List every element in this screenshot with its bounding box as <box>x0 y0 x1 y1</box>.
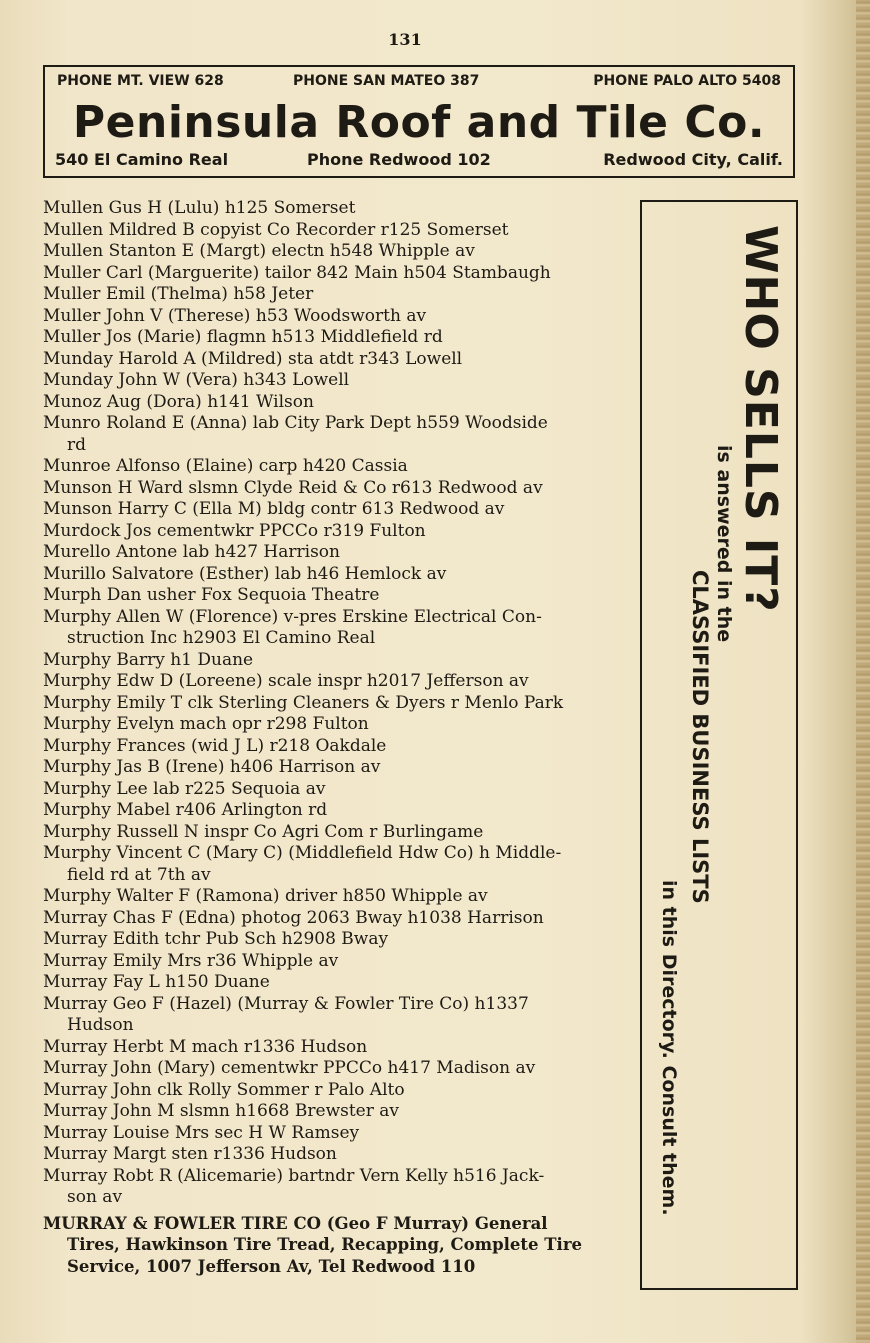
directory-entry <box>43 542 628 564</box>
directory-entry <box>43 392 628 414</box>
directory-entry <box>43 306 628 328</box>
entry-text: Muller Carl (Marguerite) tailor 842 Main h504 Stambaugh <box>43 262 551 283</box>
ad-phone-san-mateo: PHONE SAN MATEO 387 <box>293 73 480 89</box>
business-listing-murray-fowler <box>43 1213 628 1278</box>
entry-text: Murray Robt R (Alicemarie) bartndr Vern Kelly h516 Jack- <box>43 1165 545 1186</box>
promo-headline: WHO SELLS IT? <box>735 225 786 613</box>
entry-text: Murray Herbt M mach r1336 Hudson <box>43 1036 368 1057</box>
directory-entry <box>43 349 628 371</box>
directory-entry <box>43 456 628 478</box>
directory-entry <box>43 478 628 500</box>
directory-entry <box>43 1058 628 1080</box>
entry-continuation: struction Inc h2903 El Camino Real <box>67 628 376 648</box>
ad-contact-row <box>53 150 785 170</box>
entry-continuation: field rd at 7th av <box>67 864 211 885</box>
entry-text: Murray Chas F (Edna) photog 2063 Bway h1038 Harrison <box>43 907 544 928</box>
entry-text: Murray Louise Mrs sec H W Ramsey <box>43 1122 360 1143</box>
entry-text: Munoz Aug (Dora) h141 Wilson <box>43 391 314 412</box>
entry-text: Murphy Barry h1 Duane <box>43 649 254 670</box>
entry-text: Munson Harry C (Ella M) bldg contr 613 Redwood av <box>43 499 505 519</box>
directory-entry <box>43 843 628 886</box>
entry-text: Murray Edith tchr Pub Sch h2908 Bway <box>43 929 389 949</box>
directory-entry <box>43 241 628 263</box>
directory-entry <box>43 886 628 908</box>
entry-text: Muller Jos (Marie) flagmn h513 Middlefield rd <box>43 327 443 347</box>
directory-entry <box>43 693 628 715</box>
directory-entry <box>43 521 628 543</box>
ad-phone-mt-view: PHONE MT. VIEW 628 <box>57 73 224 89</box>
entry-text: Munday John W (Vera) h343 Lowell <box>43 370 350 390</box>
directory-entry <box>43 1080 628 1102</box>
entry-text: Murphy Mabel r406 Arlington rd <box>43 800 328 820</box>
entry-continuation: Tires, Hawkinson Tire Tread, Recapping, Complete Tire <box>67 1235 583 1254</box>
entry-text: Murphy Vincent C (Mary C) (Middlefield Hdw Co) h Middle- <box>43 843 562 863</box>
entry-text: Murray John (Mary) cementwkr PPCCo h417 Madison av <box>43 1058 536 1078</box>
entry-text: Murphy Emily T clk Sterling Cleaners & Dyers r Menlo Park <box>43 692 564 713</box>
entry-text: Murray Margt sten r1336 Hudson <box>43 1144 337 1164</box>
entry-text: Murray John clk Rolly Sommer r Palo Alto <box>43 1079 405 1100</box>
directory-entry <box>43 822 628 844</box>
entry-text: Muller John V (Therese) h53 Woodsworth av <box>43 305 427 326</box>
directory-entry <box>43 284 628 306</box>
directory-entry <box>43 800 628 822</box>
directory-entry <box>43 263 628 285</box>
entry-text: Murray John M slsmn h1668 Brewster av <box>43 1101 400 1121</box>
directory-entry <box>43 757 628 779</box>
entry-text: Mullen Mildred B copyist Co Recorder r125 Somerset <box>43 219 509 240</box>
entry-text: Murphy Lee lab r225 Sequoia av <box>43 778 326 799</box>
directory-entry <box>43 499 628 521</box>
advertisement-banner <box>43 65 795 178</box>
ad-company-name: Peninsula Roof and Tile Co. <box>72 97 766 148</box>
entry-text: Murray Emily Mrs r36 Whipple av <box>43 950 339 971</box>
entry-continuation: rd <box>67 434 87 455</box>
directory-entry <box>43 736 628 758</box>
directory-entry <box>43 607 628 650</box>
page-number: 131 <box>388 30 422 49</box>
entry-text: Munson H Ward slsmn Clyde Reid & Co r613 Redwood av <box>43 477 543 498</box>
promo-line-1: is answered in the <box>713 445 735 643</box>
entry-text: Munroe Alfonso (Elaine) carp h420 Cassia <box>43 456 408 476</box>
directory-entry <box>43 370 628 392</box>
directory-entry <box>43 327 628 349</box>
directory-entry <box>43 1166 628 1209</box>
directory-entry <box>43 779 628 801</box>
entry-text: Murdock Jos cementwkr PPCCo r319 Fulton <box>43 520 426 541</box>
entry-text: Murphy Evelyn mach opr r298 Fulton <box>43 714 369 734</box>
entry-continuation: Hudson <box>67 1015 134 1035</box>
entry-text: MURRAY & FOWLER TIRE CO (Geo F Murray) General <box>43 1213 548 1233</box>
entry-text: Murello Antone lab h427 Harrison <box>43 542 340 562</box>
directory-entry <box>43 1144 628 1166</box>
entry-text: Murphy Walter F (Ramona) driver h850 Whipple av <box>43 886 488 906</box>
ad-address: 540 El Camino Real <box>55 150 229 169</box>
directory-entry <box>43 1037 628 1059</box>
entry-text: Murph Dan usher Fox Sequoia Theatre <box>43 585 380 605</box>
entry-text: Murphy Edw D (Loreene) scale inspr h2017 Jefferson av <box>43 671 529 691</box>
directory-entry <box>43 972 628 994</box>
entry-text: Murray Geo F (Hazel) (Murray & Fowler Tire Co) h1337 <box>43 993 529 1014</box>
directory-entry <box>43 564 628 586</box>
entry-continuation: Service, 1007 Jefferson Av, Tel Redwood 110 <box>67 1256 476 1276</box>
entry-text: Murillo Salvatore (Esther) lab h46 Hemlock av <box>43 563 447 584</box>
directory-entry <box>43 220 628 242</box>
entry-text: Munday Harold A (Mildred) sta atdt r343 Lowell <box>43 348 463 369</box>
entry-continuation: son av <box>67 1187 123 1207</box>
entry-text: Murphy Jas B (Irene) h406 Harrison av <box>43 757 381 777</box>
directory-listings <box>43 198 628 1277</box>
directory-entry <box>43 1101 628 1123</box>
entry-text: Mullen Gus H (Lulu) h125 Somerset <box>43 198 356 218</box>
directory-entry <box>43 929 628 951</box>
directory-entry <box>43 650 628 672</box>
entry-text: Murphy Frances (wid J L) r218 Oakdale <box>43 735 387 756</box>
entry-text: Murray Fay L h150 Duane <box>43 972 270 992</box>
promo-line-2: CLASSIFIED BUSINESS LISTS <box>688 570 712 904</box>
entry-text: Murphy Allen W (Florence) v-pres Erskine Electrical Con- <box>43 606 542 627</box>
directory-entry <box>43 951 628 973</box>
directory-entry <box>43 994 628 1037</box>
directory-entry <box>43 413 628 456</box>
ad-city: Redwood City, Calif. <box>603 150 783 169</box>
ad-phone-row <box>53 73 785 93</box>
entry-text: Muller Emil (Thelma) h58 Jeter <box>43 284 314 304</box>
page-edge <box>856 0 870 1343</box>
directory-entry <box>43 585 628 607</box>
directory-entry <box>43 714 628 736</box>
directory-entry <box>43 1123 628 1145</box>
ad-phone-redwood: Phone Redwood 102 <box>307 150 491 169</box>
entry-text: Murphy Russell N inspr Co Agri Com r Burlingame <box>43 821 484 842</box>
entry-text: Mullen Stanton E (Margt) electn h548 Whipple av <box>43 241 475 261</box>
ad-phone-palo-alto: PHONE PALO ALTO 5408 <box>593 73 781 89</box>
entry-text: Munro Roland E (Anna) lab City Park Dept h559 Woodside <box>43 413 548 433</box>
directory-entry <box>43 671 628 693</box>
directory-entry <box>43 908 628 930</box>
promo-line-3: in this Directory. Consult them. <box>658 880 680 1216</box>
directory-entry <box>43 198 628 220</box>
